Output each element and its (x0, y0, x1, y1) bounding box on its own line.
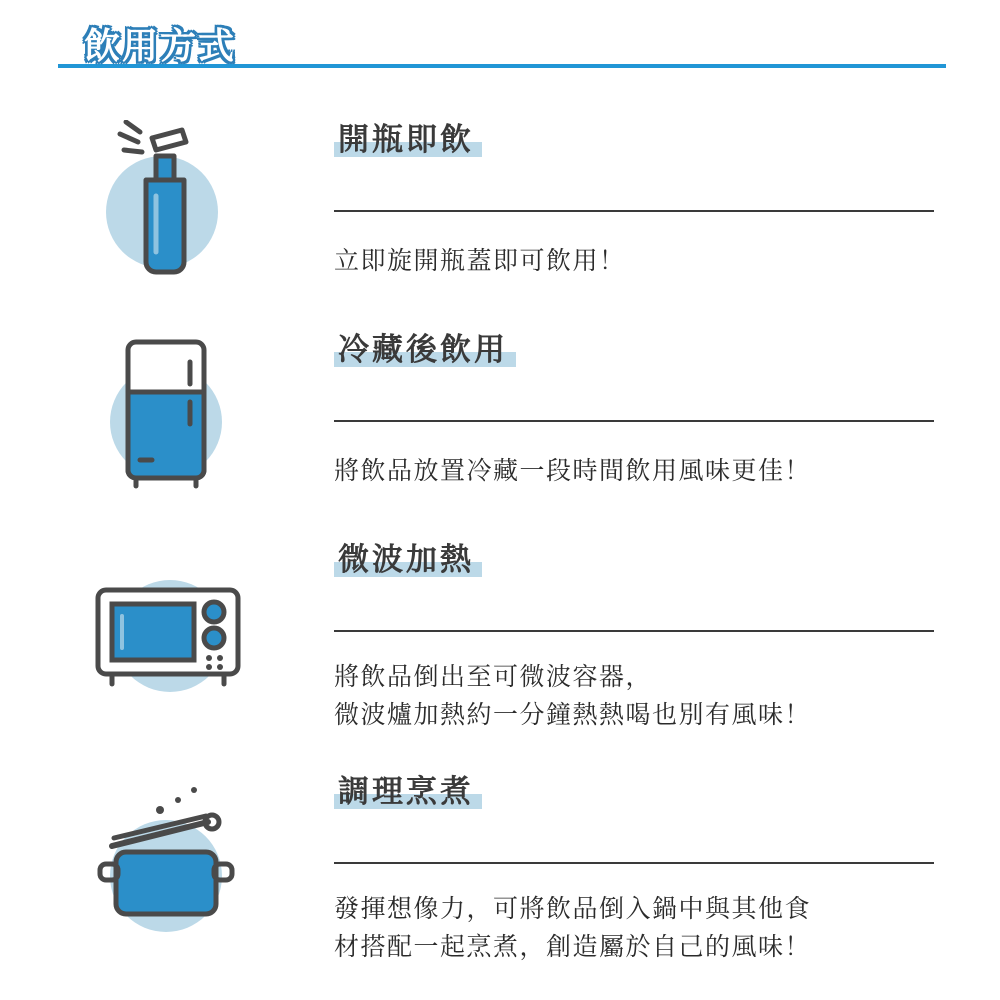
section-3-body (334, 658, 954, 734)
cooking-pot-icon (90, 772, 250, 932)
body-line: 將飲品放置冷藏一段時間飲用風味更佳！ (334, 457, 812, 485)
section-1-text (334, 120, 934, 160)
page-header (0, 0, 1000, 78)
section-1-heading: 開瓶即飲 (334, 120, 482, 160)
body-line: 微波爐加熱約一分鐘熱熱喝也別有風味！ (334, 701, 812, 729)
body-line: 發揮想像力，可將飲品倒入鍋中與其他食 (334, 895, 812, 923)
section-4-text (334, 772, 934, 812)
section-1-divider (334, 210, 934, 212)
page-title: 飲用方式 (84, 25, 237, 66)
microwave-icon (90, 540, 250, 700)
bottle-icon (90, 120, 250, 280)
section-1-body (334, 242, 954, 280)
body-line: 立即旋開瓶蓋即可飲用！ (334, 247, 626, 275)
section-2-text (334, 330, 934, 370)
section-4-body (334, 890, 954, 966)
section-2-divider (334, 420, 934, 422)
section-2-heading: 冷藏後飲用 (334, 330, 516, 370)
body-line: 將飲品倒出至可微波容器， (334, 663, 653, 691)
refrigerator-icon (90, 330, 250, 490)
section-3-heading: 微波加熱 (334, 540, 482, 580)
body-line: 材搭配一起烹煮，創造屬於自己的風味！ (334, 933, 812, 961)
section-3-text (334, 540, 934, 580)
section-4-divider (334, 862, 934, 864)
section-3-divider (334, 630, 934, 632)
section-2-body (334, 452, 954, 490)
section-4-heading: 調理烹煮 (334, 772, 482, 812)
